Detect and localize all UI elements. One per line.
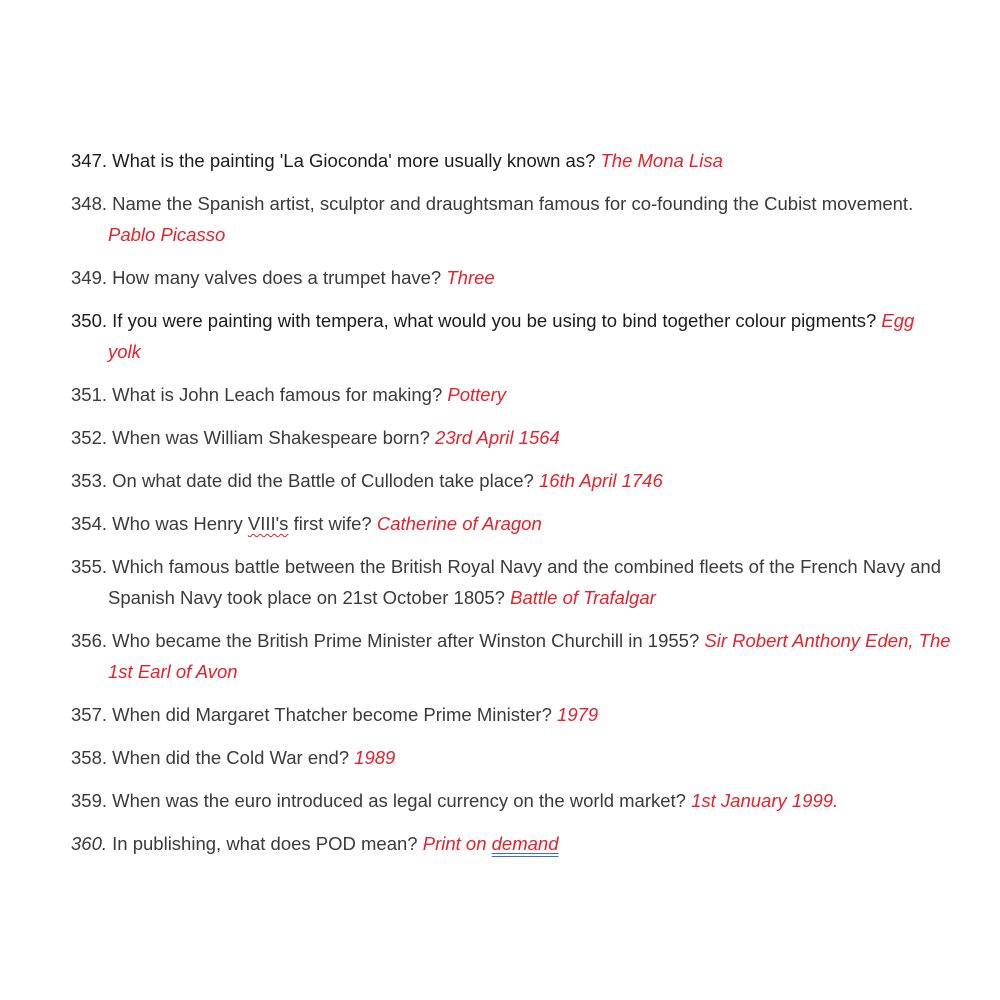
question-356 — [71, 625, 951, 687]
question-text: If you were painting with tempera, what would you be using to bind together colour pigments? — [112, 310, 877, 331]
answer-text: Three — [446, 267, 495, 288]
answer-text: Sir Robert Anthony Eden, The 1st Earl of Avon — [108, 630, 951, 682]
question-355 — [71, 551, 951, 613]
question-text: In publishing, what does POD mean? — [112, 833, 418, 854]
question-number: 356. — [71, 630, 108, 651]
question-352 — [71, 422, 951, 453]
question-350 — [71, 305, 951, 367]
question-number: 357. — [71, 704, 108, 725]
spellcheck-marked-word[interactable]: VIII's — [247, 513, 289, 534]
question-number: 360. — [71, 833, 108, 854]
question-text: Who was Henry — [112, 513, 243, 534]
question-text: When was William Shakespeare born? — [112, 427, 430, 448]
question-number: 351. — [71, 384, 108, 405]
question-text: Name the Spanish artist, sculptor and draughtsman famous for co-founding the Cubist movement. — [112, 193, 914, 214]
question-text: Which famous battle between the British Royal Navy and the combined fleets of the French Navy and Spanish Navy took place on 21st October 1805? — [108, 556, 941, 608]
answer-text: Catherine of Aragon — [376, 513, 542, 534]
answer-text: 16th April 1746 — [538, 470, 663, 491]
question-text: Who became the British Prime Minister after Winston Churchill in 1955? — [112, 630, 700, 651]
question-360 — [71, 828, 951, 859]
question-text: When was the euro introduced as legal currency on the world market? — [112, 790, 686, 811]
question-number: 354. — [71, 513, 108, 534]
question-text: What is the painting 'La Gioconda' more usually known as? — [112, 150, 596, 171]
answer-text: Print on — [422, 833, 487, 854]
question-number: 350. — [71, 310, 108, 331]
question-349 — [71, 262, 951, 293]
answer-text: Battle of Trafalgar — [510, 587, 656, 608]
answer-text: Pottery — [447, 384, 506, 405]
answer-text: 23rd April 1564 — [435, 427, 560, 448]
question-347 — [71, 145, 951, 176]
question-number: 358. — [71, 747, 108, 768]
question-number: 352. — [71, 427, 108, 448]
question-354 — [71, 508, 951, 539]
question-number: 347. — [71, 150, 108, 171]
question-text: When did the Cold War end? — [112, 747, 350, 768]
question-number: 348. — [71, 193, 108, 214]
question-353 — [71, 465, 951, 496]
answer-text: Egg yolk — [108, 310, 915, 362]
question-text: On what date did the Battle of Culloden take place? — [112, 470, 534, 491]
answer-text: 1st January 1999. — [691, 790, 839, 811]
question-348 — [71, 188, 951, 250]
question-357 — [71, 699, 951, 730]
grammar-marked-word[interactable]: demand — [491, 833, 559, 854]
question-text-end: first wife? — [293, 513, 372, 534]
question-text: What is John Leach famous for making? — [112, 384, 443, 405]
question-number: 355. — [71, 556, 108, 577]
answer-text: Pablo Picasso — [108, 224, 226, 245]
question-number: 349. — [71, 267, 108, 288]
question-number: 359. — [71, 790, 108, 811]
question-number: 353. — [71, 470, 108, 491]
question-text: How many valves does a trumpet have? — [112, 267, 442, 288]
answer-text: 1979 — [557, 704, 599, 725]
question-351 — [71, 379, 951, 410]
question-list — [71, 145, 951, 871]
answer-text: The Mona Lisa — [600, 150, 723, 171]
question-358 — [71, 742, 951, 773]
question-359 — [71, 785, 951, 816]
question-text: When did Margaret Thatcher become Prime Minister? — [112, 704, 552, 725]
answer-text: 1989 — [354, 747, 396, 768]
